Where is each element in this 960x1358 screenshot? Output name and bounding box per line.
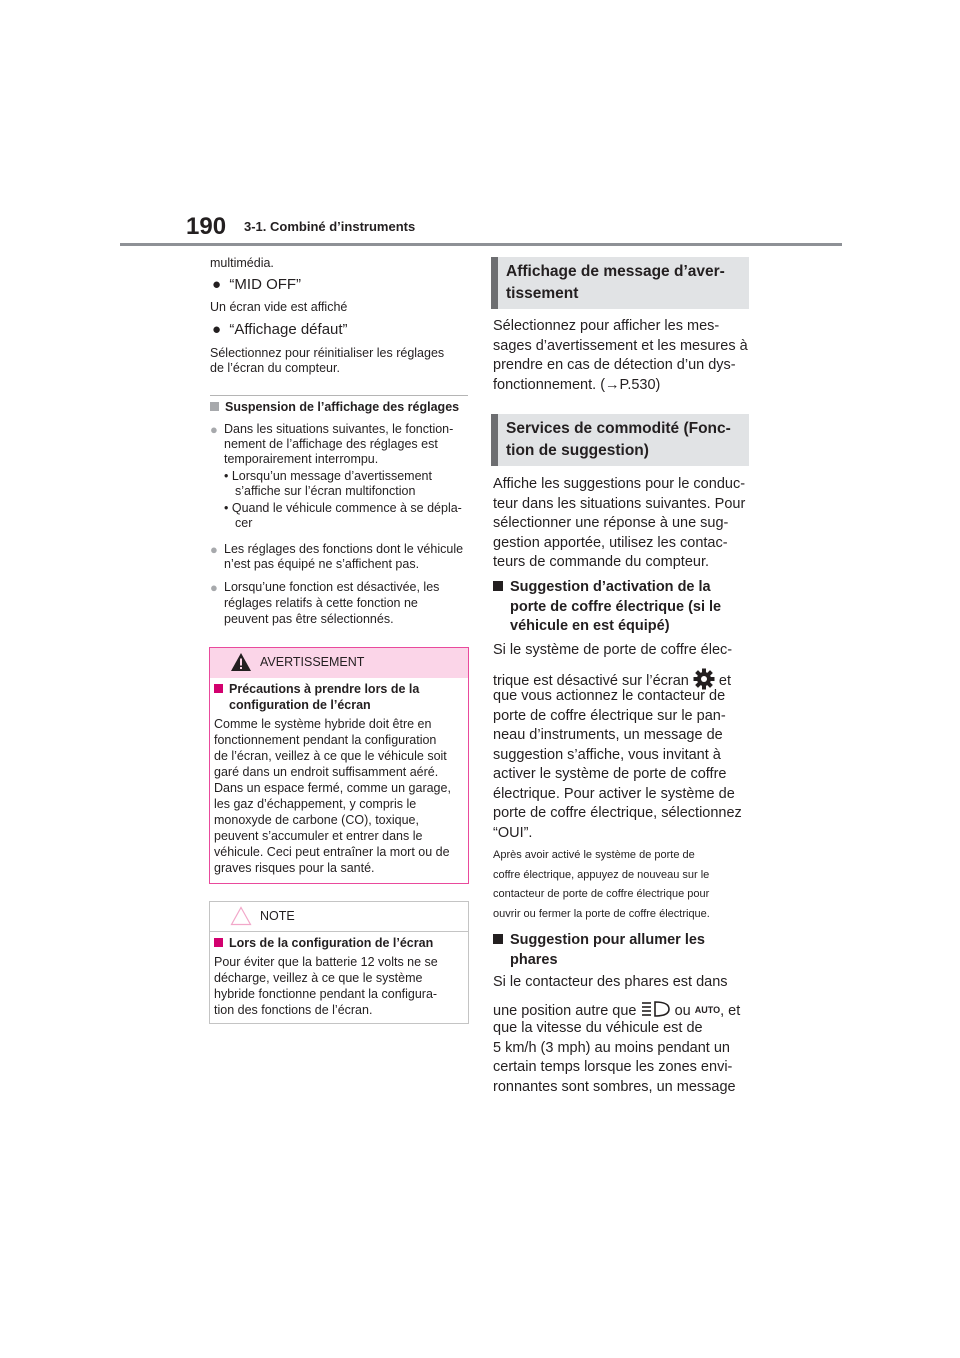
warning-l4: Dans un espace fermé, comme un garage, xyxy=(214,781,451,795)
susp-p1-l1: Dans les situations suivantes, le fonction- xyxy=(224,422,454,436)
fine-l1: coffre électrique, appuyez de nouveau sur le xyxy=(493,868,710,881)
p3-r0: que vous actionnez le contacteur de xyxy=(493,688,726,704)
sub-1 xyxy=(493,578,509,598)
susp-para-1 xyxy=(210,422,218,438)
p3-r7: “OUI”. xyxy=(493,824,533,841)
note-title-text: Lors de la configuration de l’écran xyxy=(229,936,434,950)
p4-r2: certain temps lorsque les zones envi- xyxy=(493,1059,733,1075)
sub-2 xyxy=(493,931,509,951)
p3-r3: suggestion s’affiche, vous invitant à xyxy=(493,746,721,763)
warning-l2: de l’écran, veillez à ce que le véhicule soit xyxy=(214,749,447,763)
p2-l4: teurs de commande du compteur. xyxy=(493,554,710,570)
warning-box xyxy=(209,647,469,884)
left-separator xyxy=(210,395,468,396)
item-mid-off-title: “MID OFF” xyxy=(229,276,302,293)
warning-triangle-icon xyxy=(230,652,252,672)
p4-r3: ronnantes sont sombres, un message xyxy=(493,1078,736,1095)
item-default-desc-1: Sélectionnez pour réinitialiser les réglages xyxy=(210,346,445,360)
p2-l3: gestion apportée, utilisez les contac- xyxy=(493,534,728,551)
sub-2-l1: Suggestion pour allumer les xyxy=(510,932,705,948)
note-l1: décharge, veillez à ce que le système xyxy=(214,971,423,985)
section-title: 3-1. Combiné d’instruments xyxy=(244,219,416,234)
p2-l0: Affiche les suggestions pour le conduc- xyxy=(493,476,746,492)
warning-header xyxy=(210,648,468,678)
p1-l3: fonctionnement. (→P.530) xyxy=(493,376,661,393)
p4-l2-tail: , et xyxy=(720,1003,741,1019)
p1-l2: prendre en cas de détection d’un dys- xyxy=(493,357,736,373)
warning-title-2: configuration de l’écran xyxy=(229,698,371,712)
susp-b1-l2: s’affiche sur l’écran multifonction xyxy=(235,484,416,498)
suspension-title-text: Suspension de l’affichage des réglages xyxy=(225,400,460,414)
note-l2: hybride fonctionne pendant la configura- xyxy=(214,987,438,1001)
susp-p3-l2: réglages relatifs à cette fonction ne xyxy=(224,596,418,610)
warning-l8: véhicule. Ceci peut entraîner la mort ou de xyxy=(214,845,450,859)
p3-r4: activer le système de porte de coffre xyxy=(493,766,727,782)
p3-l1: Si le système de porte de coffre élec- xyxy=(493,642,733,658)
dot-icon: ● xyxy=(210,422,218,437)
susp-p2-l1: Les réglages des fonctions dont le véhicule xyxy=(224,542,464,556)
susp-p1-l3: temporairement interrompu. xyxy=(224,452,379,466)
square-bullet-icon xyxy=(210,402,219,411)
bullet-icon: ● xyxy=(212,321,222,338)
fine-l3: ouvrir ou fermer la porte de coffre électrique. xyxy=(493,907,710,920)
p3-r6: porte de coffre électrique, sélectionnez xyxy=(493,805,742,821)
p1-l0: Sélectionnez pour afficher les mes- xyxy=(493,318,720,334)
p4-r0: que la vitesse du véhicule est de xyxy=(493,1020,703,1036)
susp-para-2 xyxy=(210,542,218,558)
heading-1-line-2: tissement xyxy=(506,285,579,302)
item-default xyxy=(212,321,348,338)
susp-p3-l1: Lorsqu’une fonction est désactivée, les xyxy=(224,580,440,594)
susp-para-3 xyxy=(210,580,218,596)
item-default-title: “Affichage défaut” xyxy=(229,321,348,338)
heading-warning-messages xyxy=(491,257,749,309)
square-bullet-icon xyxy=(214,938,223,947)
sub-2-l2: phares xyxy=(510,951,558,968)
square-bullet-icon xyxy=(214,684,223,693)
p3-l2-text: trique est désactivé sur l’écran xyxy=(493,673,689,689)
suspension-title xyxy=(210,400,459,415)
warning-l7: peuvent s’accumuler et entrer dans le xyxy=(214,829,423,843)
item-mid-off-desc: Un écran vide est affiché xyxy=(210,300,348,314)
susp-b1-l1: • Lorsqu’un message d’avertissement xyxy=(224,469,432,483)
p2-l2: sélectionner une réponse à une sug- xyxy=(493,515,729,531)
auto-label-icon: AUTO xyxy=(694,1005,721,1015)
susp-p2-l2: n’est pas équipé ne s’affichent pas. xyxy=(224,557,420,571)
susp-p1-l2: nement de l’affichage des réglages est xyxy=(224,437,438,451)
dot-icon: ● xyxy=(210,542,218,557)
bullet-icon: ● xyxy=(212,276,222,293)
warning-l3: garé dans un endroit suffisamment aéré. xyxy=(214,765,439,779)
p4-l1: Si le contacteur des phares est dans xyxy=(493,974,728,990)
square-bullet-icon xyxy=(493,581,503,591)
header-rule xyxy=(120,243,842,246)
p2-l1: teur dans les situations suivantes. Pour xyxy=(493,495,746,512)
sub-1-l1: Suggestion d’activation de la xyxy=(510,579,711,595)
note-l0: Pour éviter que la batterie 12 volts ne se xyxy=(214,955,438,969)
sub-1-l3: véhicule en est équipé) xyxy=(510,618,670,634)
fine-l2: contacteur de porte de coffre électrique pour xyxy=(493,888,710,900)
heading-1-line-1: Affichage de message d’aver- xyxy=(506,263,725,280)
square-bullet-icon xyxy=(493,934,503,944)
warning-l6: monoxyde de carbone (CO), toxique, xyxy=(214,813,419,827)
note-title xyxy=(214,936,433,951)
caution-triangle-icon xyxy=(230,906,252,926)
continued-text: multimédia. xyxy=(210,256,274,270)
warning-l0: Comme le système hybride doit être en xyxy=(214,717,432,731)
item-default-desc-2: de l’écran du compteur. xyxy=(210,361,340,375)
headlight-icon xyxy=(641,1000,671,1018)
warning-title-1 xyxy=(214,682,419,697)
susp-b2-l2: cer xyxy=(235,516,253,530)
fine-l0: Après avoir activé le système de porte de xyxy=(493,849,695,861)
dot-icon: ● xyxy=(210,580,218,595)
page-number: 190 xyxy=(186,213,227,240)
warning-l5: les gaz d’échappement, y compris le xyxy=(214,797,417,811)
note-label: NOTE xyxy=(260,909,295,923)
p4-l2-or: ou xyxy=(674,1003,691,1019)
p4-l2-text: une position autre que xyxy=(493,1003,637,1019)
note-header xyxy=(210,902,468,932)
warning-title-text-1: Précautions à prendre lors de la xyxy=(229,682,420,696)
p4-r1: 5 km/h (3 mph) au moins pendant un xyxy=(493,1039,730,1056)
heading-2-line-2: tion de suggestion) xyxy=(506,442,649,459)
p1-l1: sages d’avertissement et les mesures à xyxy=(493,337,748,354)
note-l3: tion des fonctions de l’écran. xyxy=(214,1003,373,1017)
p3-r2: neau d’instruments, un message de xyxy=(493,727,723,743)
note-box xyxy=(209,901,469,1024)
p3-r5: électrique. Pour activer le système de xyxy=(493,785,735,802)
heading-2-line-1: Services de commodité (Fonc- xyxy=(506,420,731,437)
warning-l9: graves risques pour la santé. xyxy=(214,861,375,875)
warning-label: AVERTISSEMENT xyxy=(260,655,365,669)
susp-p3-l3: peuvent pas être sélectionnés. xyxy=(224,612,394,626)
item-mid-off xyxy=(212,276,301,293)
heading-suggestion-services xyxy=(491,414,749,466)
warning-l1: fonctionnement pendant la configuration xyxy=(214,733,437,747)
sub-1-l2: porte de coffre électrique (si le xyxy=(510,598,722,615)
susp-b2-l1: • Quand le véhicule commence à se dépla- xyxy=(224,501,462,515)
p3-r1: porte de coffre électrique sur le pan- xyxy=(493,707,726,724)
p3-l2-tail: et xyxy=(718,673,731,689)
